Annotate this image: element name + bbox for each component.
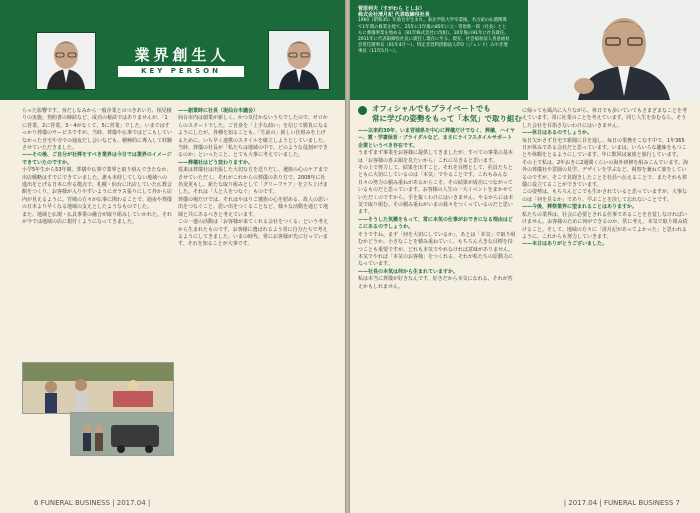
left-page bbox=[0, 0, 345, 513]
interview-question: ——社長の本気は何から生まれていますか。 bbox=[358, 268, 459, 275]
body-text: 私は本当に葬儀が好きなんです。好きだから本気になれる、それが答えかもしれません。 bbox=[358, 276, 513, 290]
profile-role: 株式会社清月記 代表取締役社長 bbox=[358, 12, 430, 19]
event-photo-2 bbox=[70, 412, 174, 456]
body-text: 葬儀の場だけでは、それはやはりご遺族の心を慰める、故人の思い出をつなぐこと、思い出をつくることなど、様々な活動を通じて地域と共にあるべきと考えています。 bbox=[178, 196, 329, 218]
body-text: らった影響です。身だしなみから一般企業とのつきあい方、相見積りの実施、契約書の締結など、成功の秘訣ではありませんが、「1に営業、2に営業、3・4がなくて、5に営業」でした。いまではすっかり葬儀のサービスですが、当時、葬儀や仏事ではどこもしていなかった自宅や寺での通夜だし会いなども、積極的に導入して経験させていただきました。 bbox=[22, 108, 173, 152]
body-text: 私たちの業界は、社会に必要とされる仕事であることを自覚しなければいけません。お客様のために何ができるのか、常に考え、本気で取り組み続けること。そして、地域の方々に「清月記があってよかった」と思われるように、これからも努力していきます。 bbox=[522, 211, 688, 240]
author-profile bbox=[358, 6, 510, 56]
body-text: そうですね、まず「何を大切にしているか」。あとは「本気」で取り組むかどうか。小さなことを積み重ねていく、もちろん大きな目標を持つことも重要ですが、どれも本気でやれなければ意味がありません。本気でやれば「本気のお客様」をつくれる、それが私たちの原動力になっています。 bbox=[358, 231, 516, 268]
portrait-photo-main bbox=[528, 0, 700, 100]
interview-question: ——本日はありがとうございました。 bbox=[522, 241, 608, 248]
portrait-photo-left bbox=[36, 32, 96, 90]
body-text: 小学5年生から53年間、葬儀や仏事で業界と取り組んできたなか、出店戦略はすでにできていました。誰も未経してしない地域への進出をとげる日本に作る拠点で、札幌・仙台に出店していた仏教会館をつくり、お客様が入りやすいようにガラス張りにして外から店内が見えるように。宮城の方々が仏事に関わることで、通夜や葬儀の日本より早くなる地域の支えとしたようなものでした。 bbox=[22, 167, 172, 211]
right-column-2 bbox=[522, 108, 688, 498]
section-title: 業界創生人 bbox=[134, 46, 230, 64]
portrait-photo-right bbox=[268, 30, 330, 90]
body-text: この姿勢は、もちろんどこでも生かされていると思っていますが、大事なのは「何を見るか」であり、学ぶことを決して忘れないことです。 bbox=[522, 189, 688, 203]
article-headline bbox=[372, 104, 522, 124]
body-text: 従来は葬儀社は出張した大切な方を送りだし、遺族の心のケアまでさせていただく、それがこれからの葬儀のあり方で、2008年に社名変更もし、新たな取り組みとして「グリーフケア」を立ち上げました。それは「人と人をつなぐ」ものです。 bbox=[178, 167, 329, 196]
page-folio-right: | 2017.04 | FUNERAL BUSINESS 7 bbox=[563, 499, 680, 507]
interview-question: ——葬儀社はどう変わりますか。 bbox=[178, 159, 254, 166]
headline-line-1: オフィシャルでもプライベートでも bbox=[372, 104, 491, 113]
interview-question: ——創業時に社長（現仙台市議会） bbox=[178, 108, 259, 114]
profile-name: 菅原利夫（すがわら としお） bbox=[358, 6, 425, 12]
interview-question: ——そうした気概をもって、常に本気の仕事がおできになる理由はどこにあるのでしょうか。 bbox=[358, 216, 513, 231]
left-header bbox=[0, 0, 345, 100]
body-text: うまずまず事業をお客様に提供してきましたが、すべての事業の基本は「お客様の喜ぶ顔を見たいから」これに尽きると思います。 bbox=[358, 150, 513, 164]
interview-question: ——以来約30年、いま宮城県を中心に葬儀だけでなく、葬儀、ハイヤー、霊・学書保育・ブライダルなど、まさにライフスタイルサポート企業というべき存在です。 bbox=[358, 128, 515, 149]
page-folio-left: 6 FUNERAL BUSINESS | 2017.04 | bbox=[34, 499, 151, 507]
profile-body: 1960（昭和35）年仙台市生まれ。東北学院大学卒業後、名古屋の仏壇関係で1年間の修業を経て、25年に1年後の85年に父・菅原新一郎（社長）とともに葬儀事業を始める（81年株式会社に改組）。10年後の91年に社長就任。2011年に代表取締役社長に就任し現在に至る。現在、社会福祉法人善意福祉会常任理事長（01年4月〜）、特定非営利活動法人ITO（ジェンド）みやぎ理事長（11年5月〜）。 bbox=[358, 18, 510, 55]
left-column-2 bbox=[178, 108, 328, 498]
interview-question: ——休日はあるのでしょうか。 bbox=[522, 130, 593, 137]
interview-question: ——その後、ご自分が社葬をすべき業界は今日では業界のイメージできていたのですか。 bbox=[22, 152, 172, 166]
right-header bbox=[350, 0, 700, 100]
section-subtitle: KEY PERSON bbox=[118, 66, 244, 77]
interview-question: ——今後、葬祭業界に望まれることはありますか。 bbox=[522, 204, 638, 211]
body-text: に帰っても風呂に入りながら、休日でも歩いていてもさまざまなことを考えています。常に社業のことを考えています。同じ人生を歩むなら、そうした会社を目指さないわけにはいきません。 bbox=[522, 108, 688, 129]
left-column-1 bbox=[22, 108, 172, 358]
headline-line-2: 常に学びの姿勢をもって「本気」で取り組む bbox=[372, 114, 522, 123]
body-text: また、地域と仏壇・仏具事業の融合が取り組みしていかれた。それが今では地域の店に根付くようになってきました。 bbox=[22, 211, 173, 226]
body-text: 毎日欠かさず自宅で新聞に目を通し、毎日の業務をこなす中で、1年365日が休みである会社だと思っています。いまは、いろいろな趣味をもつことや休暇をとるようにしています。年に数回は家族と旅行しています。 bbox=[522, 137, 687, 159]
body-text: その上で努力して、結果を出すこと。それを目標として、社員たちとともに大切にしているのは「本気」でやることです。これもみんな日々の努力の積み重ねがあるからこそ、その結果が成功につながっているものだと思っています。お客様の人生の一大イベントをまかせていただくのですから、手を抜くわけにはいきません。やるからには本気で取り組む。その積み重ねがいまの我々をつくっているのだと思います。 bbox=[358, 165, 514, 216]
event-photo-1 bbox=[22, 362, 174, 414]
body-text: 仙台市内は創業が新しく、かつ気付かないうちでしたので、ゼロからのスタートでした。ご自身を「上手な曲い」を信じて勝負になるようにしたが、各種を知ることも、「生前の」新しい仕組みを上げるために、いち早く連携のスタイルを確立しようとしていました。当時、葬儀の社長が「私たちは地域の中で、どのような役割ができるのか」といったこと、とても大事に考えていました。 bbox=[178, 115, 329, 159]
right-page bbox=[350, 0, 700, 513]
body-text: この一連の活動は「お客様が来てくれる会社をつくる」という考えから生まれたものです。お客様に選ばれるよう常に自分たちで考えるようにしてきました。いまの時代、常にお客様が先に行っています。それを知ることが大事です。 bbox=[178, 219, 329, 248]
right-column-1 bbox=[358, 128, 516, 498]
body-text: その上で私は、2年おきに2週間くらいの海外研修を組みこんでいます。海外の葬儀社や霊園の見学、デザインを学ぶなど、視察を兼ねて旅をしているのですが、そこで見聞きしたことを社員へ伝えることで、またそれも葬儀に役立てることができています。 bbox=[522, 159, 688, 189]
